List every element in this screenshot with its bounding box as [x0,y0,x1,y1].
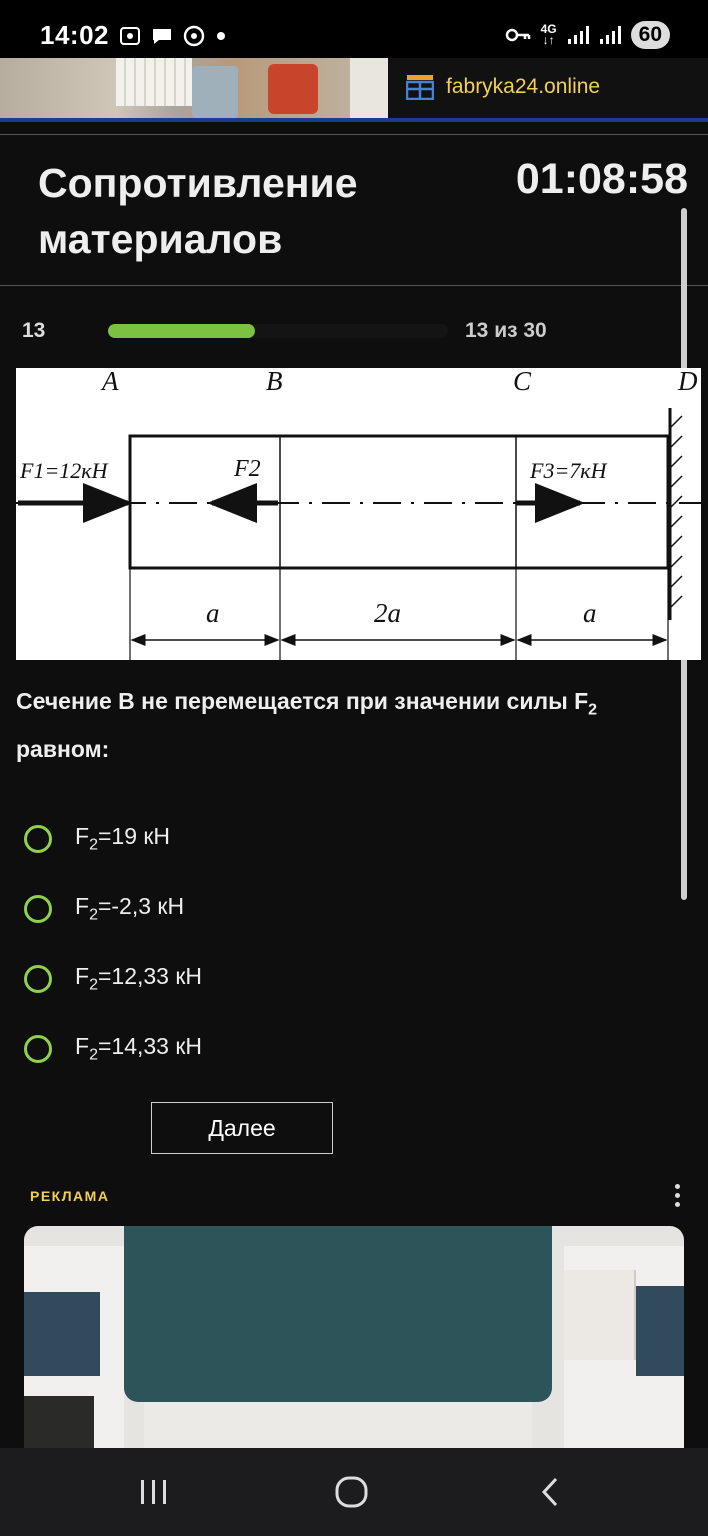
next-button[interactable]: Далее [151,1102,333,1154]
point-label-c: C [513,368,532,396]
top-ad-banner[interactable] [0,58,708,120]
answer-option-label: $F_2=-2,3$ кН [75,893,185,924]
force-f2-label: F2 [234,456,261,482]
website-icon [406,74,434,100]
banner-divider [0,118,708,122]
answer-option-label: $F_2=14,33$ кН [75,1033,203,1064]
radio-button[interactable] [24,1035,52,1063]
status-bar [0,0,708,58]
dimension-bc-label: 2a [374,598,401,628]
answer-option-label: $F_2=12,33$ кН [75,963,203,994]
answer-option-3[interactable] [24,944,202,1014]
point-label-a: A [102,368,119,396]
signal-icon-2 [599,25,621,45]
progress-bar-fill [108,324,255,338]
system-nav-bar [0,1448,708,1536]
ad-image[interactable] [24,1226,684,1448]
force-f1-label: F1=12кН [20,458,108,483]
question-text: Сечение В не перемещается при значении силы $F_2$ равном: [16,688,598,762]
home-icon[interactable] [334,1474,370,1510]
progress-bar [108,324,448,338]
answer-options [24,804,202,1084]
whatsapp-icon [182,24,206,48]
dimension-cd-label: a [583,598,597,628]
ad-label: РЕКЛАМА [30,1188,110,1204]
answer-option-label: $F_2=19$ кН [75,823,171,854]
page-title: Сопротивление материалов [38,160,358,262]
quiz-header [0,134,708,286]
countdown-timer: 01:08:58 [515,155,688,203]
radio-button[interactable] [24,825,52,853]
question-number: 13 [22,319,46,342]
answer-option-4[interactable] [24,1014,202,1084]
back-icon[interactable] [536,1474,566,1510]
question-counter: 13 из 30 [465,319,547,342]
force-f3-label: F3=7кН [530,458,607,483]
chat-icon [150,25,174,47]
more-options-icon[interactable] [672,1180,682,1211]
screenshot-icon [118,25,142,47]
radio-button[interactable] [24,895,52,923]
beam-diagram [16,368,701,660]
answer-option-1[interactable] [24,804,202,874]
ad-banner-image [0,58,388,118]
key-icon [505,26,531,44]
point-label-b: B [266,368,283,396]
answer-option-2[interactable] [24,874,202,944]
battery-indicator: 60 [631,21,670,49]
ad-url-text: fabryka24.online [446,75,601,98]
point-label-d: D [678,368,698,396]
signal-icon [567,25,589,45]
ad-url-link[interactable] [406,74,600,100]
radio-button[interactable] [24,965,52,993]
dimension-ab-label: a [206,598,220,628]
notification-icons [118,24,228,48]
dot-icon [214,29,228,43]
network-type: 4G ↓↑ [540,22,557,47]
clock: 14:02 [40,20,109,50]
recent-apps-icon[interactable] [138,1474,170,1510]
